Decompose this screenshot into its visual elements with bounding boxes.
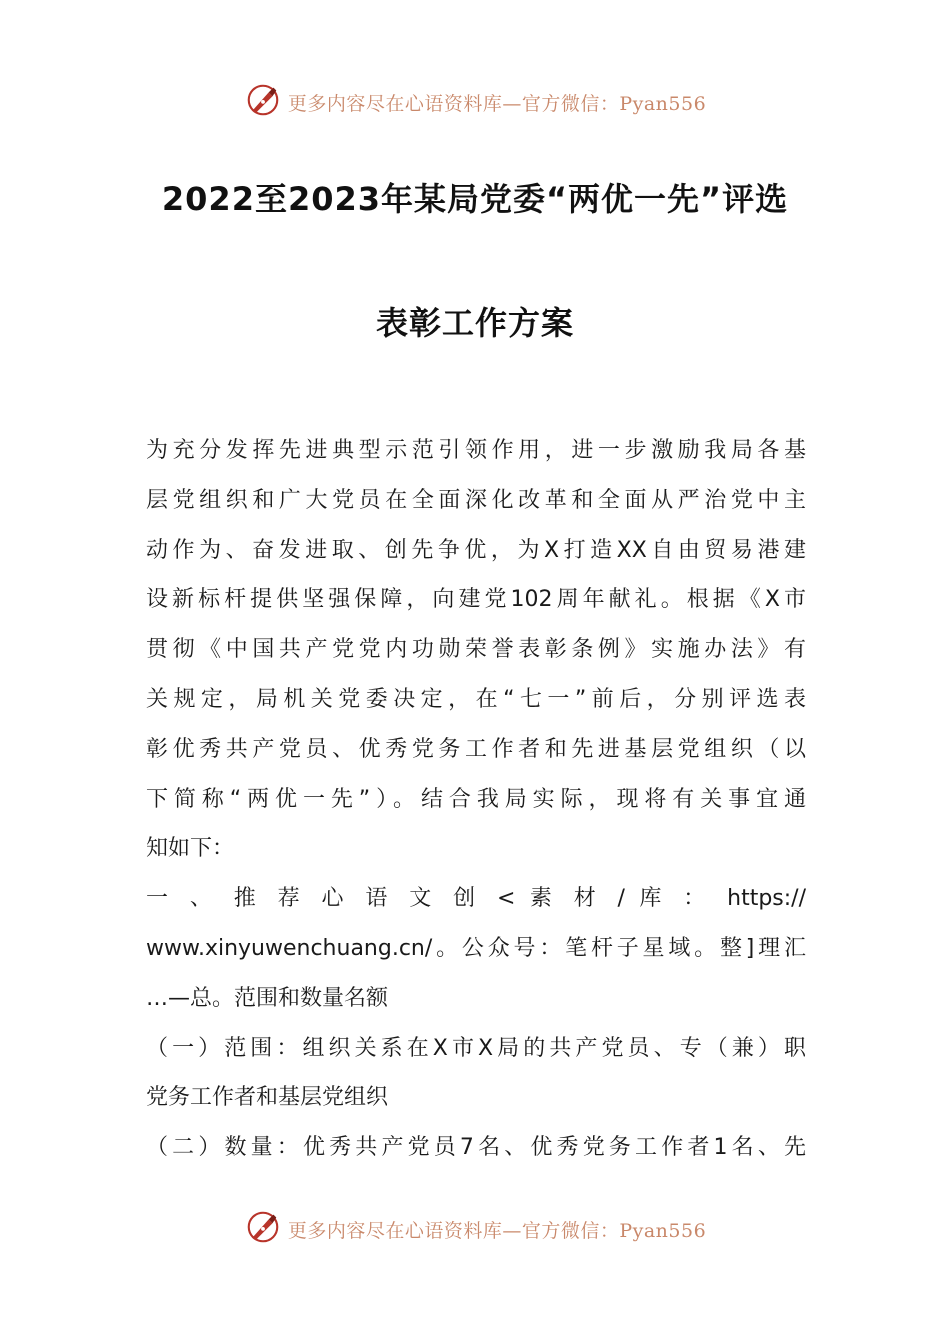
header-banner [0,80,950,124]
footer-banner [0,1207,950,1251]
body-line: 贯彻《中国共产党党内功勋荣誉表彰条例》实施办法》有 [146,637,806,663]
body-line: 党务工作者和基层党组织 [146,1085,389,1111]
body-line: 设新标杆提供坚强保障，向建党102周年献礼。根据《X市 [146,587,806,613]
header-banner-text: 更多内容尽在心语资料库—官方微信：Pyan556 [287,92,707,115]
footer-banner-text: 更多内容尽在心语资料库—官方微信：Pyan556 [287,1219,707,1242]
pen-nib-logo-icon [244,1208,282,1250]
body-line: （一）范围：组织关系在X市X局的共产党员、专（兼）职 [146,1035,806,1061]
pen-nib-logo-icon [244,81,282,123]
body-line: （二）数量：优秀共产党员7名、优秀党务工作者1名、先 [146,1135,806,1161]
body-line: 下简称“两优一先”）。结合我局实际，现将有关事宜通 [146,786,806,812]
body-line: 为充分发挥先进典型示范引领作用，进一步激励我局各基 [146,438,806,463]
body-line: 关规定，局机关党委决定，在“七一”前后，分别评选表 [146,686,806,712]
document-body [146,426,806,1173]
document-title-line-1: 2022至2023年某局党委“两优一先”评选 [161,180,789,218]
body-line: 动作为、奋发进取、创先争优，为X打造XX自由贸易港建 [146,537,806,563]
body-line: …—总。范围和数量名额 [146,985,389,1011]
body-line: 层党组织和广大党员在全面深化改革和全面从严治党中主 [146,487,806,513]
body-line: 知如下： [146,836,235,862]
document-title-line-2: 表彰工作方案 [375,304,574,342]
section-heading-line: 一 、 推 荐 心 语 文 创 < 素 材 / 库 ： https:// [146,886,806,912]
body-line: 彰优秀共产党员、优秀党务工作者和先进基层党组织（以 [146,736,806,762]
body-line: www.xinyuwenchuang.cn/。公众号：笔杆子星域。整]理汇 [146,935,806,961]
